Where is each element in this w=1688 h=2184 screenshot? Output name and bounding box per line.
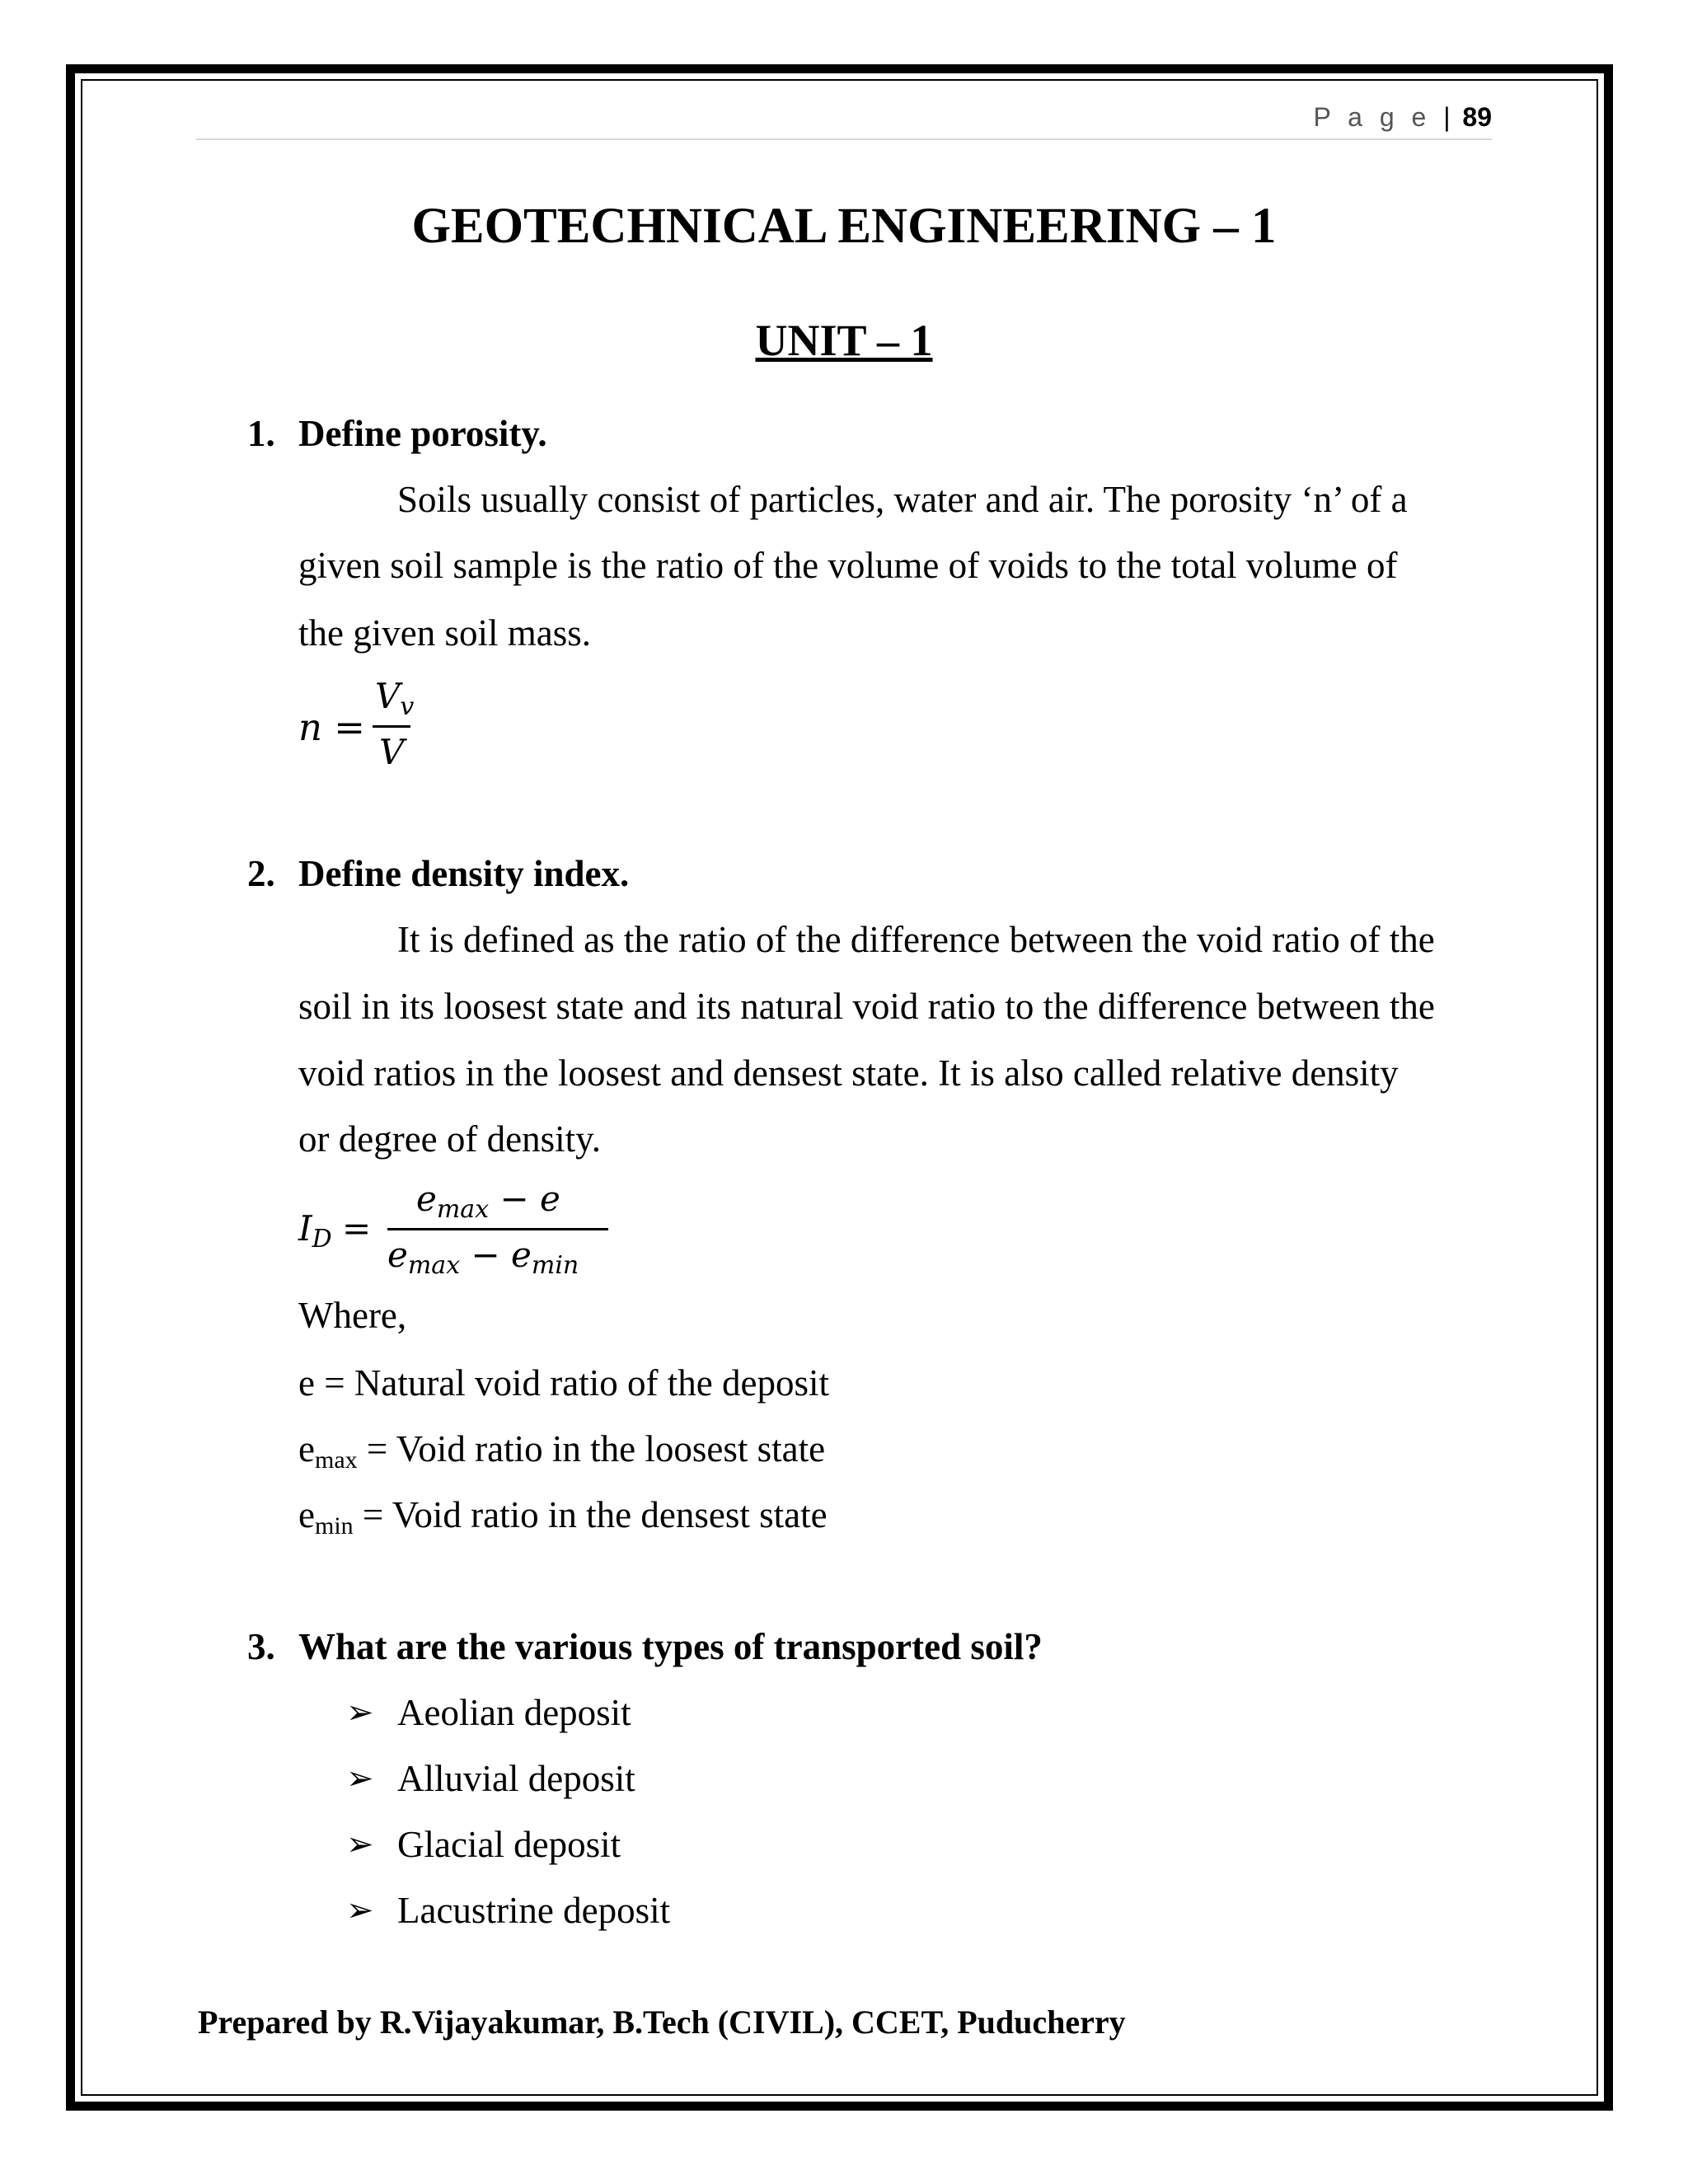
page-footer: Prepared by R.Vijayakumar, B.Tech (CIVIL), CCET, Puducherry [198,2004,1126,2041]
question-2-text: Define density index. [298,853,630,894]
formula-numerator: $e_{max} - e$ [416,1179,560,1224]
definition-item: e = Natural void ratio of the deposit [298,1362,829,1404]
fraction-bar [387,1228,608,1230]
where-label: Where, [298,1295,407,1336]
formula-denominator: V [379,732,405,772]
q2-answer-line: It is defined as the ratio of the difference between the void ratio of the [397,919,1435,960]
question-3-number: 3. [247,1626,275,1667]
question-2-number: 2. [247,853,275,894]
definition-item: $e_{min}$ = Void ratio in the densest state [298,1494,828,1540]
list-item: Aeolian deposit [397,1692,631,1733]
question-1-number: 1. [247,413,275,454]
formula-lhs: n = [298,705,365,749]
fraction-bar [373,725,410,728]
header-rule [196,138,1492,140]
question-1-text: Define porosity. [298,413,547,454]
formula-numerator: $V_v$ [375,676,415,721]
page-label: P a g e [1313,102,1432,132]
unit-heading: UNIT – 1 [755,316,933,365]
formula-denominator: $e_{max} - e_{min}$ [387,1235,579,1280]
q1-answer-line: Soils usually consist of particles, water and air. The porosity ‘n’ of a [397,479,1408,520]
definition-item: $e_{max}$ = Void ratio in the loosest state [298,1428,826,1474]
page-header [1313,102,1492,133]
document-title: GEOTECHNICAL ENGINEERING – 1 [411,199,1277,254]
arrow-bullet-icon: ➢ [346,1694,374,1731]
list-item: Glacial deposit [397,1824,621,1865]
arrow-bullet-icon: ➢ [346,1825,374,1863]
list-item: Lacustrine deposit [397,1890,671,1931]
page-number: 89 [1462,102,1492,132]
formula-lhs: $I_D$ [298,1208,332,1254]
q2-answer-line: or degree of density. [298,1118,601,1160]
q1-answer-line: given soil sample is the ratio of the volume of voids to the total volume of [298,545,1398,586]
formula-equals: = [342,1208,372,1249]
q2-answer-line: void ratios in the loosest and densest state. It is also called relative density [298,1052,1399,1094]
page-separator: | [1443,102,1451,132]
arrow-bullet-icon: ➢ [346,1891,374,1929]
list-item: Alluvial deposit [397,1758,635,1799]
arrow-bullet-icon: ➢ [346,1760,374,1797]
q2-answer-line: soil in its loosest state and its natural void ratio to the difference between the [298,986,1435,1027]
q1-answer-line: the given soil mass. [298,612,591,654]
question-3-text: What are the various types of transported soil? [298,1626,1043,1667]
